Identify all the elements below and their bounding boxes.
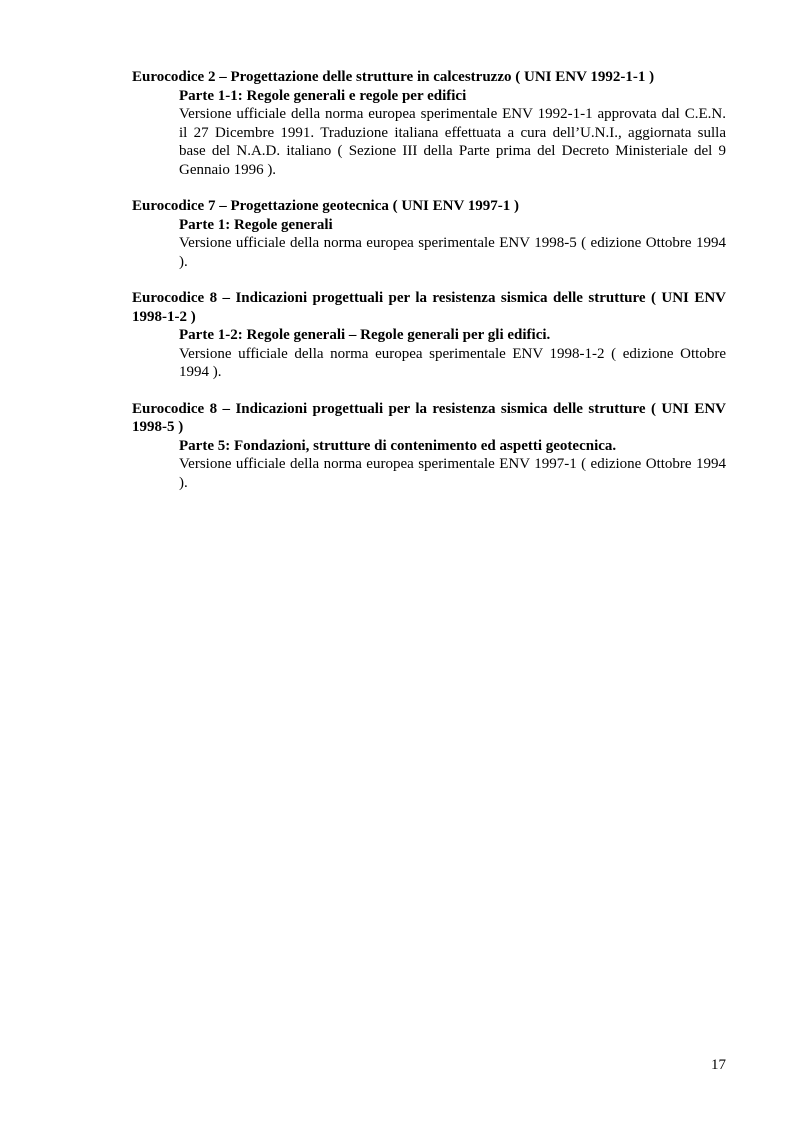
entry-title: Eurocodice 8 – Indicazioni progettuali per la resistenza sismica delle strutture ( UNI ENV 1998-5 ) [132, 400, 726, 435]
entry-description: Versione ufficiale della norma europea sperimentale ENV 1998-5 ( edizione Ottobre 1994 ). [179, 235, 726, 270]
entry-part: Parte 1: Regole generali [179, 216, 333, 233]
reference-entry-eurocodice-7 [132, 197, 726, 271]
entry-description: Versione ufficiale della norma europea sperimentale ENV 1998-1-2 ( edizione Ottobre 1994 ). [179, 345, 726, 380]
document-body [132, 68, 726, 510]
entry-part: Parte 5: Fondazioni, strutture di contenimento ed aspetti geotecnica. [179, 437, 617, 454]
entry-title: Eurocodice 2 – Progettazione delle strutture in calcestruzzo ( UNI ENV 1992-1-1 ) [132, 69, 655, 85]
entry-title: Eurocodice 8 – Indicazioni progettuali per la resistenza sismica delle strutture ( UNI ENV 1998-1-2 ) [132, 290, 726, 325]
entry-part: Parte 1-1: Regole generali e regole per edifici [179, 87, 467, 104]
entry-part: Parte 1-2: Regole generali – Regole generali per gli edifici. [179, 327, 551, 343]
entry-description: Versione ufficiale della norma europea sperimentale ENV 1997-1 ( edizione Ottobre 1994 ). [179, 456, 726, 491]
reference-entry-eurocodice-8-1-2 [132, 289, 726, 382]
entry-description: Versione ufficiale della norma europea sperimentale ENV 1992-1-1 approvata dal C.E.N. il 27 Dicembre 1991. Traduzione italiana effettuata a cura dell’U.N.I., aggiornata sulla base del N.A.D. italiano ( Sezione III della Parte prima del Decreto Ministeriale del 9 Gennaio 1996 ). [179, 106, 726, 178]
reference-entry-eurocodice-8-5 [132, 400, 726, 493]
page-number: 17 [711, 1057, 726, 1073]
entry-title: Eurocodice 7 – Progettazione geotecnica ( UNI ENV 1997-1 ) [132, 198, 520, 214]
reference-entry-eurocodice-2 [132, 68, 726, 179]
